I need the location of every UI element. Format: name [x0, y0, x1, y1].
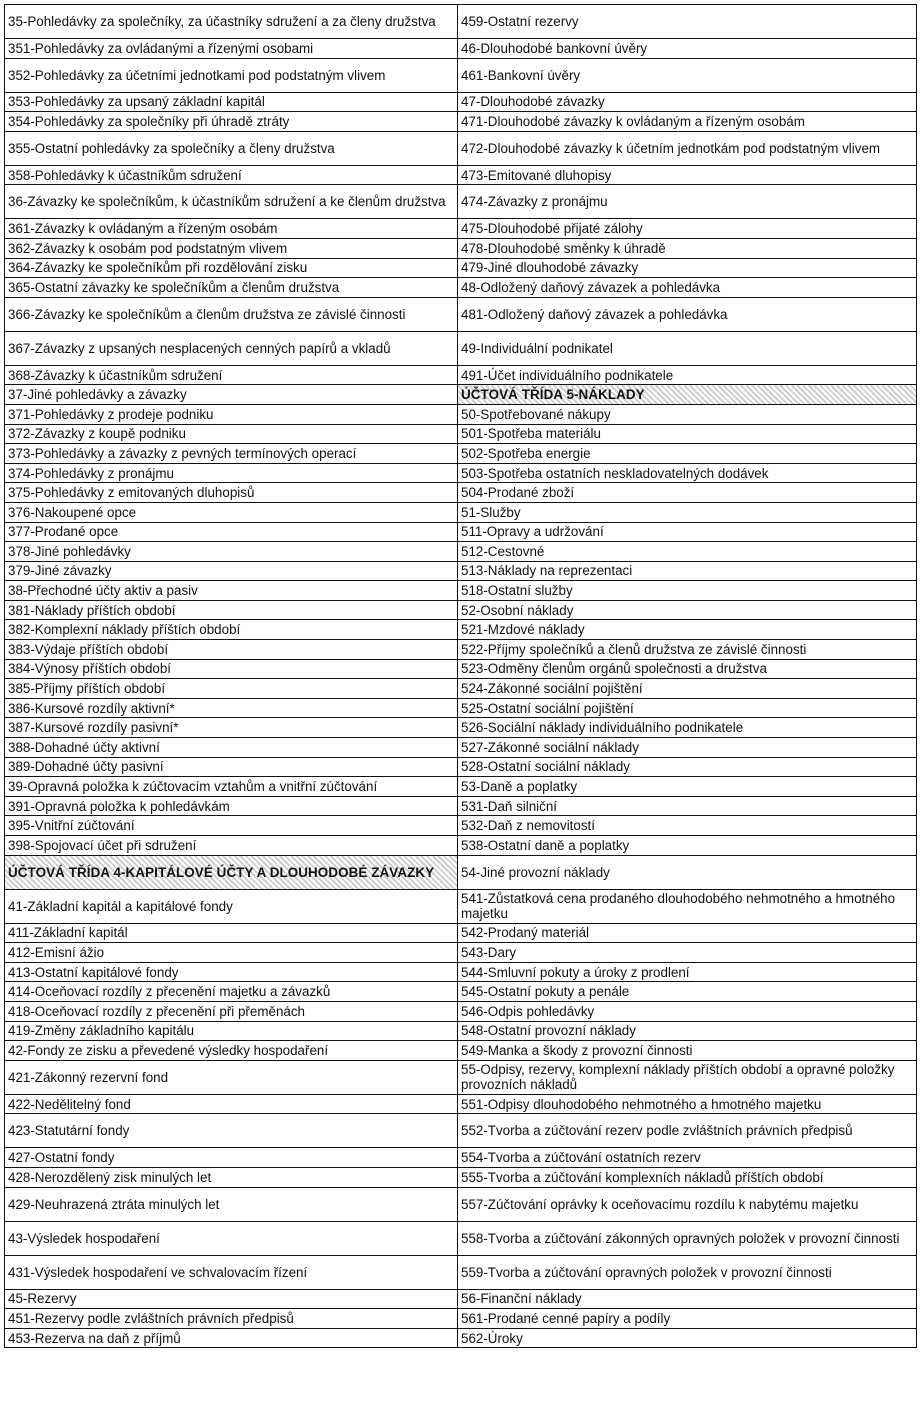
account-cell-right: 472-Dlouhodobé závazky k účetním jednotkám pod podstatným vlivem	[458, 131, 917, 165]
account-cell-right: 559-Tvorba a zúčtování opravných položek v provozní činnosti	[458, 1255, 917, 1289]
table-row	[5, 561, 917, 581]
table-row	[5, 738, 917, 758]
account-cell-left: 413-Ostatní kapitálové fondy	[5, 962, 458, 982]
account-cell-left: 354-Pohledávky za společníky při úhradě ztráty	[5, 112, 458, 132]
account-cell-left: 375-Pohledávky z emitovaných dluhopisů	[5, 483, 458, 503]
account-cell-right: 526-Sociální náklady individuálního podnikatele	[458, 718, 917, 738]
account-cell-left: 378-Jiné pohledávky	[5, 542, 458, 562]
account-cell-right: 521-Mzdové náklady	[458, 620, 917, 640]
table-row	[5, 1041, 917, 1061]
account-cell-left: 361-Závazky k ovládaným a řízeným osobám	[5, 219, 458, 239]
table-row	[5, 796, 917, 816]
account-cell-left: 352-Pohledávky za účetními jednotkami pod podstatným vlivem	[5, 58, 458, 92]
table-row	[5, 112, 917, 132]
table-row	[5, 258, 917, 278]
account-cell-left: 366-Závazky ke společníkům a členům družstva ze závislé činnosti	[5, 297, 458, 331]
table-row	[5, 522, 917, 542]
table-row	[5, 1289, 917, 1309]
table-row	[5, 219, 917, 239]
table-row	[5, 1060, 917, 1094]
account-cell-right: 532-Daň z nemovitostí	[458, 816, 917, 836]
table-row	[5, 679, 917, 699]
account-cell-right: 481-Odložený daňový závazek a pohledávka	[458, 297, 917, 331]
table-row	[5, 659, 917, 679]
account-cell-right: 551-Odpisy dlouhodobého nehmotného a hmotného majetku	[458, 1094, 917, 1114]
account-cell-right: 552-Tvorba a zúčtování rezerv podle zvláštních právních předpisů	[458, 1114, 917, 1148]
account-cell-left: 451-Rezervy podle zvláštních právních předpisů	[5, 1309, 458, 1329]
account-cell-right: 459-Ostatní rezervy	[458, 5, 917, 39]
table-row	[5, 444, 917, 464]
account-cell-right: 531-Daň silniční	[458, 796, 917, 816]
account-cell-right: 48-Odložený daňový závazek a pohledávka	[458, 278, 917, 298]
table-row	[5, 943, 917, 963]
account-cell-left: 379-Jiné závazky	[5, 561, 458, 581]
account-cell-left: 389-Dohadné účty pasivní	[5, 757, 458, 777]
account-cell-right: 503-Spotřeba ostatních neskladovatelných dodávek	[458, 463, 917, 483]
table-row	[5, 698, 917, 718]
account-cell-right: 53-Daně a poplatky	[458, 777, 917, 797]
account-cell-left: 422-Nedělitelný fond	[5, 1094, 458, 1114]
account-cell-right: 548-Ostatní provozní náklady	[458, 1021, 917, 1041]
account-cell-right: 49-Individuální podnikatel	[458, 331, 917, 365]
account-cell-right: 512-Cestovné	[458, 542, 917, 562]
table-row	[5, 502, 917, 522]
document-page	[4, 4, 916, 1348]
account-cell-right: 501-Spotřeba materiálu	[458, 424, 917, 444]
account-cell-left: 388-Dohadné účty aktivní	[5, 738, 458, 758]
account-cell-left: 377-Prodané opce	[5, 522, 458, 542]
account-cell-left: 428-Nerozdělený zisk minulých let	[5, 1167, 458, 1187]
table-row	[5, 1001, 917, 1021]
table-row	[5, 424, 917, 444]
account-cell-left: 39-Opravná položka k zúčtovacím vztahům a vnitřní zúčtování	[5, 777, 458, 797]
table-body	[5, 5, 917, 1348]
account-cell-right: 56-Finanční náklady	[458, 1289, 917, 1309]
account-cell-left: 382-Komplexní náklady příštích období	[5, 620, 458, 640]
table-row	[5, 39, 917, 59]
account-cell-right: 473-Emitované dluhopisy	[458, 165, 917, 185]
account-cell-right: 471-Dlouhodobé závazky k ovládaným a řízeným osobám	[458, 112, 917, 132]
table-row	[5, 1309, 917, 1329]
account-cell-left: 427-Ostatní fondy	[5, 1148, 458, 1168]
table-row	[5, 238, 917, 258]
account-cell-left: 353-Pohledávky za upsaný základní kapitál	[5, 92, 458, 112]
account-cell-right: 546-Odpis pohledávky	[458, 1001, 917, 1021]
class-heading-cell: ÚČTOVÁ TŘÍDA 4-KAPITÁLOVÉ ÚČTY A DLOUHODOBÉ ZÁVAZKY	[5, 855, 458, 889]
chart-of-accounts-table	[4, 4, 917, 1348]
account-cell-left: 374-Pohledávky z pronájmu	[5, 463, 458, 483]
account-cell-left: 391-Opravná položka k pohledávkám	[5, 796, 458, 816]
table-row	[5, 855, 917, 889]
account-cell-right: 544-Smluvní pokuty a úroky z prodlení	[458, 962, 917, 982]
account-cell-left: 423-Statutární fondy	[5, 1114, 458, 1148]
account-cell-left: 421-Zákonný rezervní fond	[5, 1060, 458, 1094]
account-cell-right: 554-Tvorba a zúčtování ostatních rezerv	[458, 1148, 917, 1168]
account-cell-left: 385-Příjmy příštích období	[5, 679, 458, 699]
account-cell-right: 479-Jiné dlouhodobé závazky	[458, 258, 917, 278]
table-row	[5, 640, 917, 660]
table-row	[5, 1148, 917, 1168]
account-cell-left: 386-Kursové rozdíly aktivní*	[5, 698, 458, 718]
table-row	[5, 581, 917, 601]
account-cell-left: 364-Závazky ke společníkům při rozdělování zisku	[5, 258, 458, 278]
table-row	[5, 777, 917, 797]
account-cell-right: 504-Prodané zboží	[458, 483, 917, 503]
account-cell-left: 42-Fondy ze zisku a převedené výsledky hospodaření	[5, 1041, 458, 1061]
account-cell-left: 355-Ostatní pohledávky za společníky a členy družstva	[5, 131, 458, 165]
account-cell-left: 367-Závazky z upsaných nesplacených cenných papírů a vkladů	[5, 331, 458, 365]
table-row	[5, 297, 917, 331]
table-row	[5, 131, 917, 165]
account-cell-left: 398-Spojovací účet při sdružení	[5, 836, 458, 856]
account-cell-left: 429-Neuhrazená ztráta minulých let	[5, 1187, 458, 1221]
table-row	[5, 962, 917, 982]
account-cell-left: 387-Kursové rozdíly pasivní*	[5, 718, 458, 738]
account-cell-right: 527-Zákonné sociální náklady	[458, 738, 917, 758]
account-cell-right: 549-Manka a škody z provozní činnosti	[458, 1041, 917, 1061]
account-cell-left: 384-Výnosy příštích období	[5, 659, 458, 679]
account-cell-left: 35-Pohledávky za společníky, za účastníky sdružení a za členy družstva	[5, 5, 458, 39]
account-cell-right: 562-Úroky	[458, 1328, 917, 1348]
table-row	[5, 365, 917, 385]
account-cell-right: 46-Dlouhodobé bankovní úvěry	[458, 39, 917, 59]
account-cell-right: 511-Opravy a udržování	[458, 522, 917, 542]
account-cell-left: 395-Vnitřní zúčtování	[5, 816, 458, 836]
table-row	[5, 1167, 917, 1187]
account-cell-right: 542-Prodaný materiál	[458, 923, 917, 943]
table-row	[5, 816, 917, 836]
table-row	[5, 1255, 917, 1289]
account-cell-right: 478-Dlouhodobé směnky k úhradě	[458, 238, 917, 258]
account-cell-right: 555-Tvorba a zúčtování komplexních nákladů příštích období	[458, 1167, 917, 1187]
account-cell-right: 513-Náklady na reprezentaci	[458, 561, 917, 581]
table-row	[5, 1021, 917, 1041]
account-cell-left: 45-Rezervy	[5, 1289, 458, 1309]
account-cell-left: 372-Závazky z koupě podniku	[5, 424, 458, 444]
table-row	[5, 404, 917, 424]
account-cell-left: 36-Závazky ke společníkům, k účastníkům sdružení a ke členům družstva	[5, 185, 458, 219]
account-cell-right: 545-Ostatní pokuty a penále	[458, 982, 917, 1002]
account-cell-right: 558-Tvorba a zúčtování zákonných opravných položek v provozní činnosti	[458, 1221, 917, 1255]
account-cell-left: 41-Základní kapitál a kapitálové fondy	[5, 889, 458, 923]
table-row	[5, 463, 917, 483]
table-row	[5, 620, 917, 640]
account-cell-left: 453-Rezerva na daň z příjmů	[5, 1328, 458, 1348]
account-cell-left: 411-Základní kapitál	[5, 923, 458, 943]
table-row	[5, 836, 917, 856]
account-cell-right: 52-Osobní náklady	[458, 600, 917, 620]
account-cell-right: 491-Účet individuálního podnikatele	[458, 365, 917, 385]
table-row	[5, 982, 917, 1002]
account-cell-left: 37-Jiné pohledávky a závazky	[5, 385, 458, 405]
account-cell-right: 47-Dlouhodobé závazky	[458, 92, 917, 112]
account-cell-right: 538-Ostatní daně a poplatky	[458, 836, 917, 856]
account-cell-right: 55-Odpisy, rezervy, komplexní náklady příštích období a opravné položky provozních nákladů	[458, 1060, 917, 1094]
table-row	[5, 1094, 917, 1114]
account-cell-right: 502-Spotřeba energie	[458, 444, 917, 464]
table-row	[5, 757, 917, 777]
account-cell-left: 414-Oceňovací rozdíly z přecenění majetku a závazků	[5, 982, 458, 1002]
table-row	[5, 1114, 917, 1148]
table-row	[5, 331, 917, 365]
account-cell-left: 362-Závazky k osobám pod podstatným vlivem	[5, 238, 458, 258]
account-cell-right: 54-Jiné provozní náklady	[458, 855, 917, 889]
account-cell-right: 50-Spotřebované nákupy	[458, 404, 917, 424]
table-row	[5, 1187, 917, 1221]
table-row	[5, 483, 917, 503]
account-cell-left: 365-Ostatní závazky ke společníkům a členům družstva	[5, 278, 458, 298]
account-cell-left: 376-Nakoupené opce	[5, 502, 458, 522]
account-cell-right: 474-Závazky z pronájmu	[458, 185, 917, 219]
account-cell-right: 528-Ostatní sociální náklady	[458, 757, 917, 777]
account-cell-right: 518-Ostatní služby	[458, 581, 917, 601]
table-row	[5, 92, 917, 112]
table-row	[5, 718, 917, 738]
account-cell-left: 368-Závazky k účastníkům sdružení	[5, 365, 458, 385]
account-cell-left: 38-Přechodné účty aktiv a pasiv	[5, 581, 458, 601]
table-row	[5, 600, 917, 620]
account-cell-left: 383-Výdaje příštích období	[5, 640, 458, 660]
account-cell-left: 373-Pohledávky a závazky z pevných termínových operací	[5, 444, 458, 464]
account-cell-right: 525-Ostatní sociální pojištění	[458, 698, 917, 718]
account-cell-right: 523-Odměny členům orgánů společnosti a družstva	[458, 659, 917, 679]
account-cell-right: 541-Zůstatková cena prodaného dlouhodobého nehmotného a hmotného majetku	[458, 889, 917, 923]
account-cell-left: 431-Výsledek hospodaření ve schvalovacím řízení	[5, 1255, 458, 1289]
table-row	[5, 385, 917, 405]
class-heading-cell: ÚČTOVÁ TŘÍDA 5-NÁKLADY	[458, 385, 917, 405]
account-cell-left: 419-Změny základního kapitálu	[5, 1021, 458, 1041]
table-row	[5, 185, 917, 219]
account-cell-right: 522-Příjmy společníků a členů družstva ze závislé činnosti	[458, 640, 917, 660]
table-row	[5, 165, 917, 185]
account-cell-left: 381-Náklady příštích období	[5, 600, 458, 620]
account-cell-left: 43-Výsledek hospodaření	[5, 1221, 458, 1255]
table-row	[5, 1328, 917, 1348]
account-cell-right: 557-Zúčtování oprávky k oceňovacímu rozdílu k nabytému majetku	[458, 1187, 917, 1221]
account-cell-right: 561-Prodané cenné papíry a podíly	[458, 1309, 917, 1329]
account-cell-right: 543-Dary	[458, 943, 917, 963]
account-cell-left: 351-Pohledávky za ovládanými a řízenými osobami	[5, 39, 458, 59]
account-cell-left: 358-Pohledávky k účastníkům sdružení	[5, 165, 458, 185]
account-cell-right: 461-Bankovní úvěry	[458, 58, 917, 92]
table-row	[5, 542, 917, 562]
table-row	[5, 278, 917, 298]
table-row	[5, 58, 917, 92]
account-cell-left: 371-Pohledávky z prodeje podniku	[5, 404, 458, 424]
account-cell-right: 475-Dlouhodobé přijaté zálohy	[458, 219, 917, 239]
account-cell-right: 524-Zákonné sociální pojištění	[458, 679, 917, 699]
account-cell-left: 412-Emisní ážio	[5, 943, 458, 963]
table-row	[5, 889, 917, 923]
table-row	[5, 5, 917, 39]
table-row	[5, 1221, 917, 1255]
account-cell-left: 418-Oceňovací rozdíly z přecenění při přeměnách	[5, 1001, 458, 1021]
account-cell-right: 51-Služby	[458, 502, 917, 522]
table-row	[5, 923, 917, 943]
